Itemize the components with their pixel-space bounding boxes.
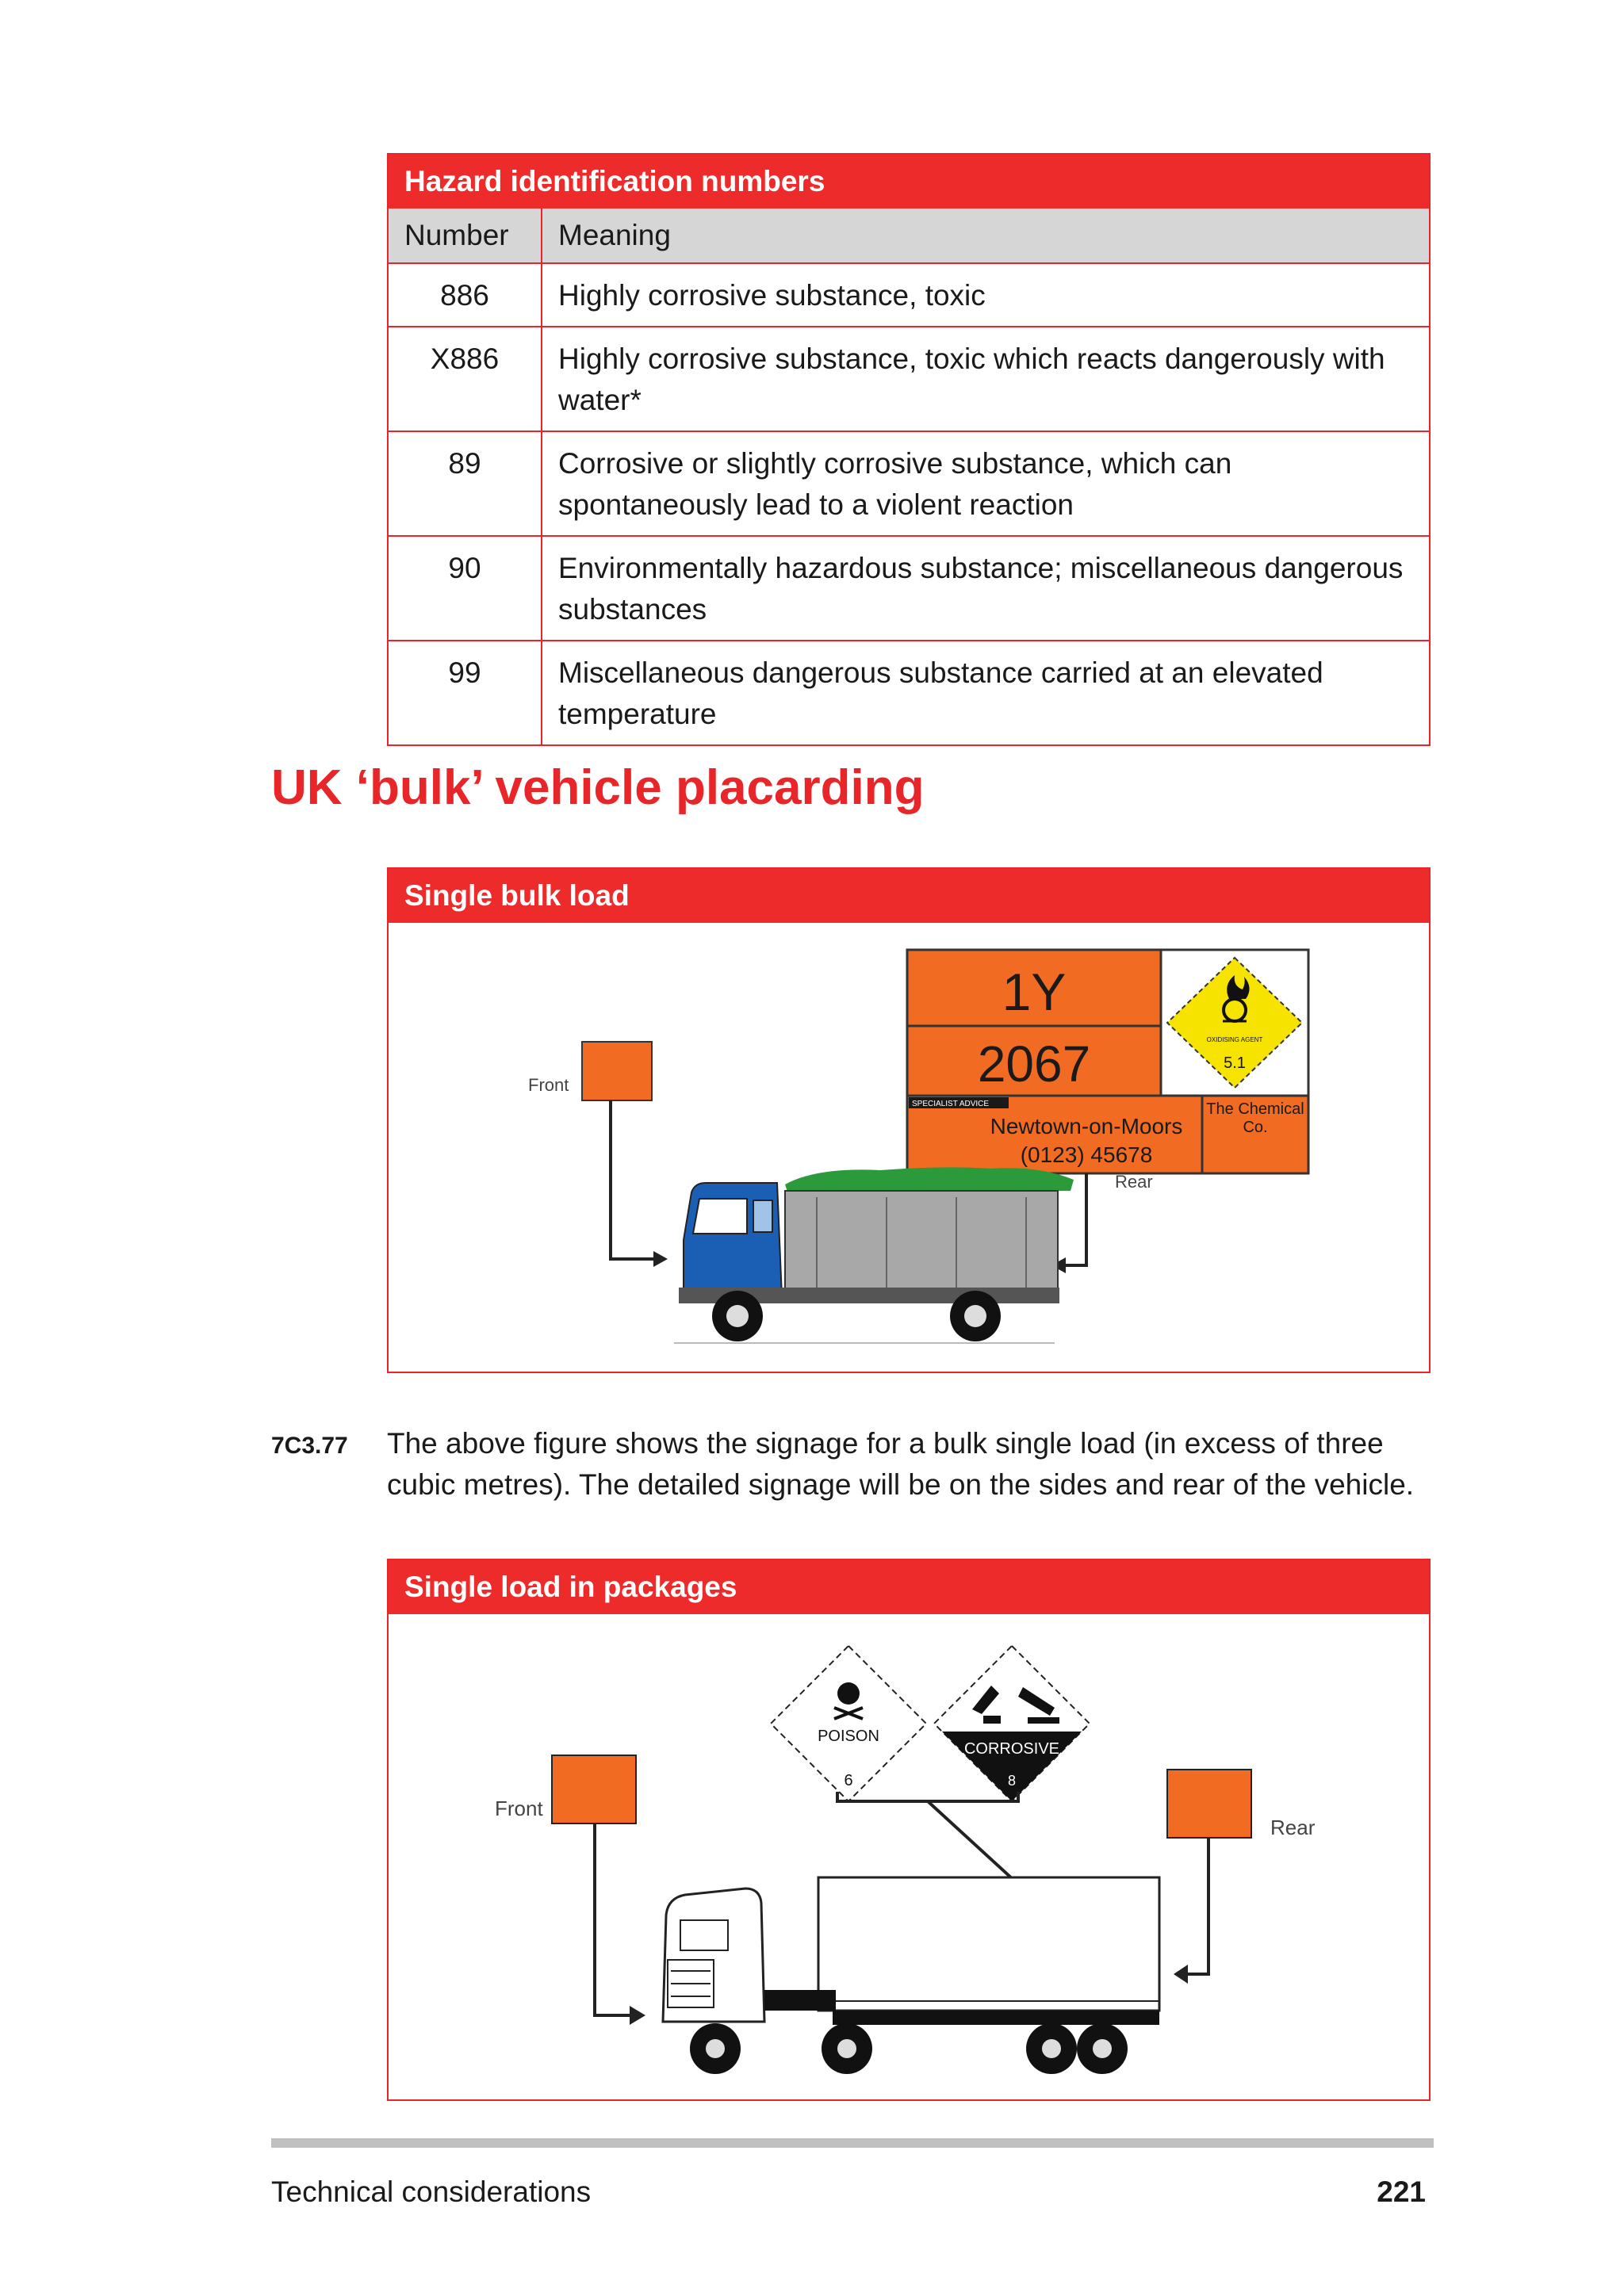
box-trailer [818, 1877, 1159, 2011]
hazard-class: 5.1 [1224, 1054, 1246, 1072]
figure-single-bulk-load [387, 867, 1431, 1373]
poison-class: 6 [844, 1772, 853, 1789]
cab-windscreen [680, 1920, 728, 1950]
column-header-number: Number [389, 209, 542, 262]
hazard-meaning: Environmentally hazardous substance; miscellaneous dangerous substances [558, 552, 1404, 626]
tractor-chassis [764, 1990, 836, 2011]
corrosive-class: 8 [1007, 1773, 1017, 1789]
front-arrow-head [653, 1251, 668, 1267]
package-vehicle-diagram [389, 1614, 1429, 2099]
front-plain-orange-plate [552, 1755, 636, 1823]
skull-icon [837, 1682, 860, 1705]
front-wheel-hub [726, 1305, 749, 1327]
advice-phone: (0123) 45678 [1020, 1142, 1153, 1167]
column-header-meaning: Meaning [558, 219, 671, 251]
front-plain-orange-plate [582, 1042, 652, 1100]
trailer-chassis [833, 2011, 1159, 2025]
table-row [389, 262, 1429, 326]
hazard-number: X886 [389, 327, 542, 430]
table-header-row [389, 209, 1429, 262]
company-name: The Chemical Co. [1206, 1100, 1304, 1136]
rear-plain-orange-plate [1167, 1770, 1251, 1838]
rear-wheel-hub [964, 1305, 986, 1327]
wheel-hub [1042, 2039, 1061, 2058]
emergency-action-code: 1Y [1002, 962, 1067, 1021]
page-number: 221 [1377, 2175, 1426, 2208]
rear-label: Rear [1115, 1172, 1153, 1192]
poison-label: POISON [818, 1728, 879, 1745]
wheel-hub [1093, 2039, 1112, 2058]
corrosive-hand [983, 1716, 1001, 1724]
figure-illustration [389, 923, 1429, 1372]
front-arrow-head [630, 2006, 645, 2025]
hazard-meaning: Miscellaneous dangerous substance carried at an elevated temperature [558, 656, 1323, 730]
specialist-advice-label: SPECIALIST ADVICE [912, 1100, 990, 1108]
paragraph-number: 7C3.77 [271, 1433, 348, 1459]
wheel-hub [706, 2039, 725, 2058]
un-number: 2067 [977, 1035, 1091, 1093]
front-label: Front [528, 1075, 569, 1095]
rear-arrow-head [1174, 1965, 1188, 1984]
section-heading: UK ‘bulk’ vehicle placarding [271, 760, 925, 815]
corrosive-metal [1028, 1717, 1059, 1724]
rear-arrow-line [1185, 1838, 1208, 1974]
table-row [389, 326, 1429, 430]
hazard-meaning: Highly corrosive substance, toxic which reacts dangerously with water* [558, 342, 1385, 416]
figure-illustration [389, 1614, 1429, 2099]
front-label: Front [495, 1797, 543, 1820]
tipper-body [785, 1191, 1058, 1295]
paragraph-text: The above figure shows the signage for a bulk single load (in excess of three cubic metres). The detailed signage will be on the sides and rear of the vehicle. [387, 1427, 1415, 1501]
bulk-vehicle-diagram [389, 923, 1429, 1372]
hazard-number: 89 [389, 432, 542, 535]
rear-label: Rear [1270, 1816, 1316, 1839]
hazard-label-text: OXIDISING AGENT [1206, 1036, 1263, 1043]
hazard-number: 886 [389, 264, 542, 326]
corrosive-label: CORROSIVE [963, 1740, 1060, 1758]
front-arrow-line [595, 1823, 634, 2015]
figure-single-load-in-packages [387, 1559, 1431, 2101]
figure-caption: Single bulk load [389, 869, 1429, 923]
front-arrow-line [611, 1100, 658, 1259]
hazard-identification-table [387, 153, 1431, 746]
wheel-hub [837, 2039, 856, 2058]
hazard-meaning: Highly corrosive substance, toxic [558, 279, 986, 312]
cab-side-window [753, 1200, 772, 1232]
table-caption: Hazard identification numbers [389, 155, 1429, 209]
table-row [389, 430, 1429, 535]
table-row [389, 640, 1429, 744]
hazard-number: 90 [389, 537, 542, 640]
figure-caption: Single load in packages [389, 1560, 1429, 1614]
footer-chapter: Technical considerations [271, 2175, 592, 2208]
cab-window [693, 1199, 747, 1234]
hazard-meaning: Corrosive or slightly corrosive substance, which can spontaneously lead to a violent reaction [558, 447, 1232, 521]
green-tarpaulin [785, 1167, 1074, 1194]
table-row [389, 535, 1429, 640]
footer-rule [271, 2138, 1434, 2148]
label-bracket [837, 1792, 1018, 1801]
hazard-number: 99 [389, 641, 542, 744]
advice-place: Newtown-on-Moors [990, 1114, 1183, 1138]
company-name-box [1205, 1100, 1305, 1170]
